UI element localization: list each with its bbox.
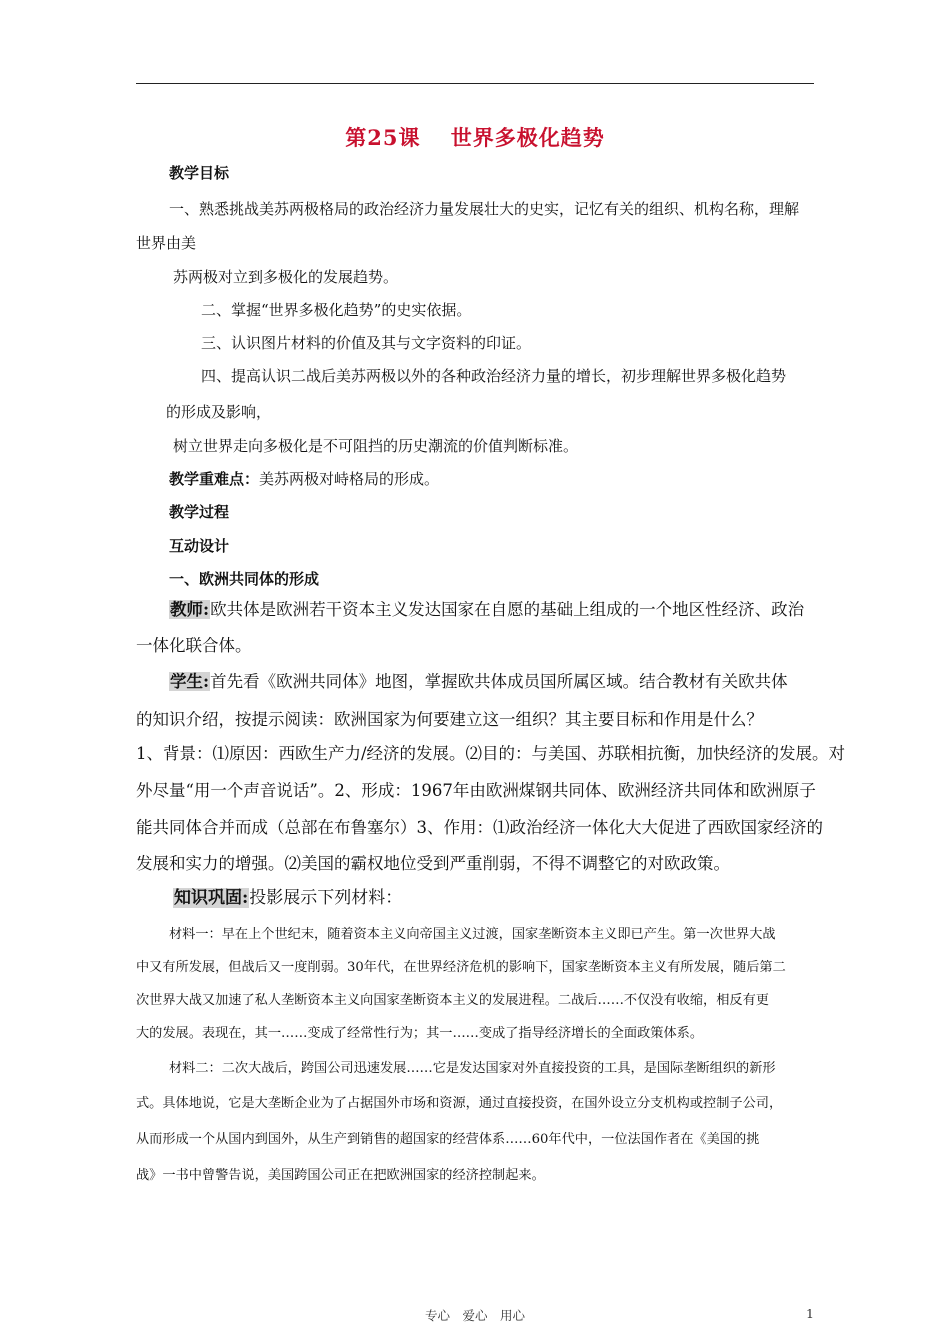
material-2-line-4: 战》一书中曾警告说，美国跨国公司正在把欧洲国家的经济控制起来。 [136, 1168, 545, 1183]
key-points-text: 美苏两极对峙格局的形成。 [259, 470, 440, 488]
student-line-5: 能共同体合并而成（总部在布鲁塞尔）3、作用：⑴政治经济一体化大大促进了西欧国家经济的 [136, 818, 823, 837]
teacher-line-2: 一体化联合体。 [136, 636, 252, 655]
goal-4-line-2: 的形成及影响， [166, 403, 272, 421]
goal-1-line-3: 苏两极对立到多极化的发展趋势。 [173, 268, 399, 286]
process-heading: 教学过程 [169, 503, 230, 521]
material-1-line-3: 次世界大战又加速了私人垄断资本主义向国家垄断资本主义的发展进程。二战后……不仅没有收缩，相反有更 [136, 993, 769, 1008]
goal-4-line-3: 树立世界走向多极化是不可阻挡的历史潮流的价值判断标准。 [173, 437, 579, 455]
consolidate-label: 知识巩固: [174, 888, 249, 908]
teacher-line-1 [169, 600, 804, 620]
consolidate-text: 投影展示下列材料： [249, 888, 403, 908]
material-1-line-1: 材料一：早在上个世纪末，随着资本主义向帝国主义过渡，国家垄断资本主义即已产生。第一次世界大战 [169, 927, 776, 942]
goals-heading: 教学目标 [169, 164, 230, 182]
goal-2: 二、掌握“世界多极化趋势”的史实依据。 [201, 301, 472, 319]
material-1-line-4: 大的发展。表现在，其一……变成了经常性行为；其一……变成了指导经济增长的全面政策体系。 [136, 1026, 704, 1041]
consolidate-line [173, 887, 402, 909]
material-1-line-2: 中又有所发展，但战后又一度削弱。30年代，在世界经济危机的影响下，国家垄断资本主义有所发展，随后第二 [136, 960, 786, 975]
page-title: 第25课 世界多极化趋势 [345, 125, 605, 150]
goal-3: 三、认识图片材料的价值及其与文字资料的印证。 [201, 334, 532, 352]
student-line-6: 发展和实力的增强。⑵美国的霸权地位受到严重削弱，不得不调整它的对欧政策。 [136, 854, 730, 873]
material-2-line-3: 从而形成一个从国内到国外，从生产到销售的超国家的经营体系……60年代中，一位法国作者在《美国的挑 [136, 1132, 760, 1147]
goal-1-line-1: 一、熟悉挑战美苏两极格局的政治经济力量发展壮大的史实，记忆有关的组织、机构名称，理解 [169, 200, 800, 218]
material-2-line-1: 材料二：二次大战后，跨国公司迅速发展……它是发达国家对外直接投资的工具，是国际垄断组织的新形 [169, 1061, 776, 1076]
student-line-1 [169, 672, 788, 692]
section-1-heading: 一、欧洲共同体的形成 [169, 570, 320, 588]
goal-4-line-1: 四、提高认识二战后美苏两极以外的各种政治经济力量的增长，初步理解世界多极化趋势 [201, 367, 787, 385]
student-line-3: 1、背景：⑴原因：西欧生产力/经济的发展。⑵目的：与美国、苏联相抗衡，加快经济的发展。对 [136, 744, 846, 763]
header-rule [136, 83, 814, 84]
student-text: 首先看《欧洲共同体》地图，掌握欧共体成员国所属区域。结合教材有关欧共体 [210, 672, 788, 691]
student-line-2: 的知识介绍，按提示阅读：欧洲国家为何要建立这一组织？其主要目标和作用是什么？ [136, 710, 763, 729]
interactive-heading: 互动设计 [169, 537, 230, 555]
goal-1-line-2: 世界由美 [136, 234, 197, 252]
page-footer: 专心 爱心 用心 [424, 1308, 525, 1323]
teacher-text: 欧共体是欧洲若干资本主义发达国家在自愿的基础上组成的一个地区性经济、政治 [210, 600, 805, 619]
key-points-label: 教学重难点： [169, 470, 260, 488]
page-number: 1 [806, 1306, 814, 1321]
student-label: 学生: [170, 672, 210, 691]
material-2-line-2: 式。具体地说，它是大垄断企业为了占据国外市场和资源，通过直接投资，在国外设立分支机构或控制子公司， [136, 1096, 783, 1111]
student-line-4: 外尽量“用一个声音说话”。2、形成：1967年由欧洲煤钢共同体、欧洲经济共同体和欧洲原子 [136, 781, 816, 800]
key-points [169, 469, 439, 489]
teacher-label: 教师: [170, 600, 210, 619]
